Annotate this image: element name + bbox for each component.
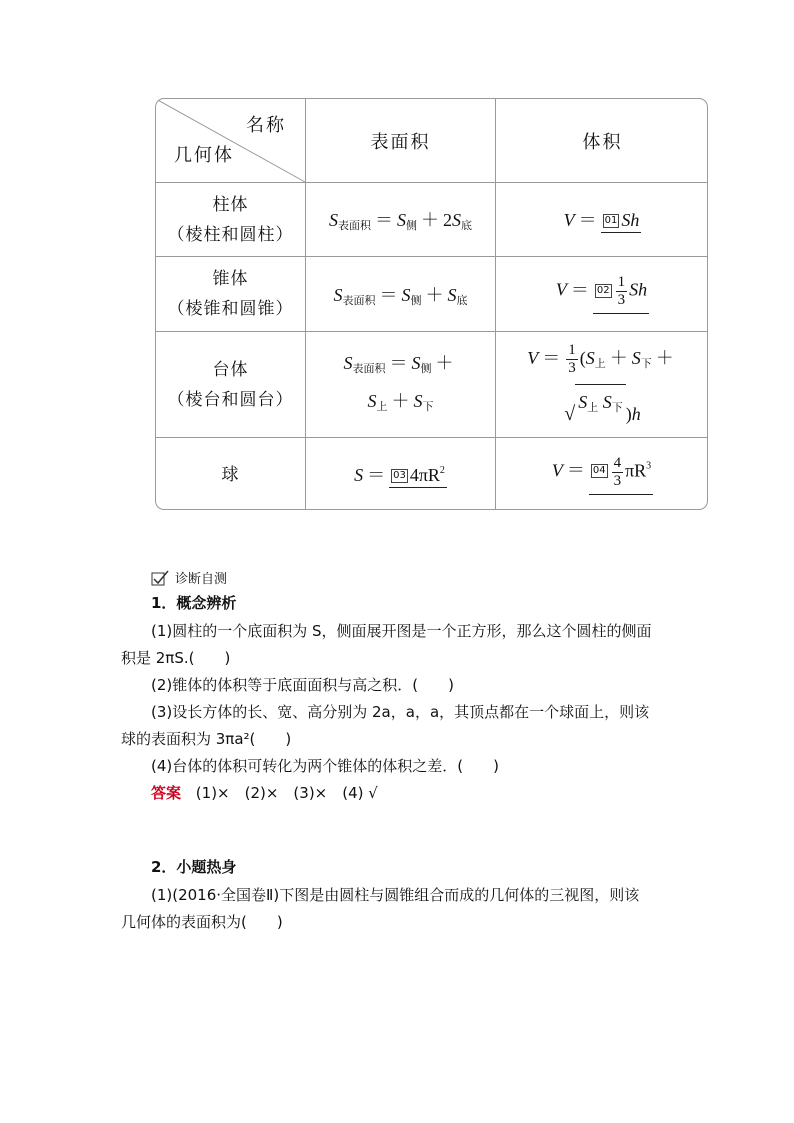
- q2-item-1-line-1: (1)(2016·全国卷Ⅱ)下图是由圆柱与圆锥组合而成的几何体的三视图，则该: [151, 886, 640, 904]
- row-name: 台体: [212, 359, 249, 380]
- surface-formula-sphere: S ＝ 03 $4\pi R^2$: [306, 438, 495, 510]
- row-prism-cylinder: [156, 183, 305, 256]
- section-title-text: 诊断自测: [175, 572, 228, 587]
- header-solid-label: 几何体: [174, 145, 234, 166]
- q1-item-4: (4)台体的体积可转化为两个锥体的体积之差．( ): [151, 757, 499, 775]
- header-volume: 体积: [582, 131, 623, 153]
- checkbox-check-icon: [151, 570, 169, 586]
- surface-formula-frustum: $S_{表面积} = S_侧$ ＋ $S_上 + S_下$: [343, 352, 454, 413]
- row-name: 球: [221, 464, 240, 485]
- volume-formula-prism: V ＝ 01 Sh: [496, 183, 708, 256]
- blank-01: 01: [604, 215, 618, 226]
- answer-line: [151, 782, 378, 803]
- volume-formula-sphere: V ＝ 04 $\frac{4}{3}$ $\pi R^3$: [496, 438, 708, 510]
- volume-formula-frustum: V ＝ $\frac{1}{3}$ ($S_上 + S_下$ ＋ √ $S_上$ $S_下$ )h: [527, 342, 674, 425]
- row-subname: （棱锥和圆锥）: [167, 299, 294, 319]
- header-surface-area: 表面积: [370, 131, 431, 153]
- blank-02: 02: [596, 284, 610, 296]
- answer-label: 答案: [151, 784, 182, 802]
- surface-formula-prism: $S_{表面积} = S_侧 + 2S_底$: [329, 210, 472, 232]
- q1-item-2: (2)锥体的体积等于底面面积与高之积．( ): [151, 676, 454, 694]
- q1-item-1-line-1: (1)圆柱的一个底面积为 S，侧面展开图是一个正方形，那么这个圆柱的侧面: [151, 622, 652, 640]
- row-frustum: [156, 332, 305, 437]
- header-name-label: 名称: [246, 115, 286, 136]
- blank-03: 03: [393, 470, 406, 481]
- row-subname: （棱台和圆台）: [167, 389, 294, 410]
- row-sphere: [156, 438, 305, 510]
- question-2-title: 2．小题热身: [151, 858, 237, 876]
- blank-04: 04: [592, 465, 606, 477]
- q2-item-1-line-2: 几何体的表面积为( ): [121, 913, 283, 931]
- q1-item-3-line-2: 球的表面积为 3πa²( ): [121, 730, 292, 748]
- question-1-title: 1．概念辨析: [151, 594, 237, 612]
- row-name: 柱体: [212, 194, 249, 215]
- row-pyramid-cone: [156, 257, 305, 331]
- row-name: 锥体: [212, 269, 249, 289]
- surface-formula-pyramid: $S_{表面积} = S_侧 + S_底$: [333, 284, 468, 307]
- q1-item-3-line-1: (3)设长方体的长、宽、高分别为 2a，a，a，其顶点都在一个球面上，则该: [151, 703, 650, 721]
- formula-table: [155, 98, 708, 510]
- answer-text: (1)× (2)× (3)× (4) √: [195, 784, 378, 802]
- row-subname: （棱柱和圆柱）: [167, 224, 294, 245]
- section-title: [151, 568, 227, 587]
- volume-formula-pyramid: V ＝ 02 $\frac{1}{3}$ Sh: [496, 257, 708, 331]
- q1-item-1-line-2: 积是 2πS.( ): [121, 649, 231, 667]
